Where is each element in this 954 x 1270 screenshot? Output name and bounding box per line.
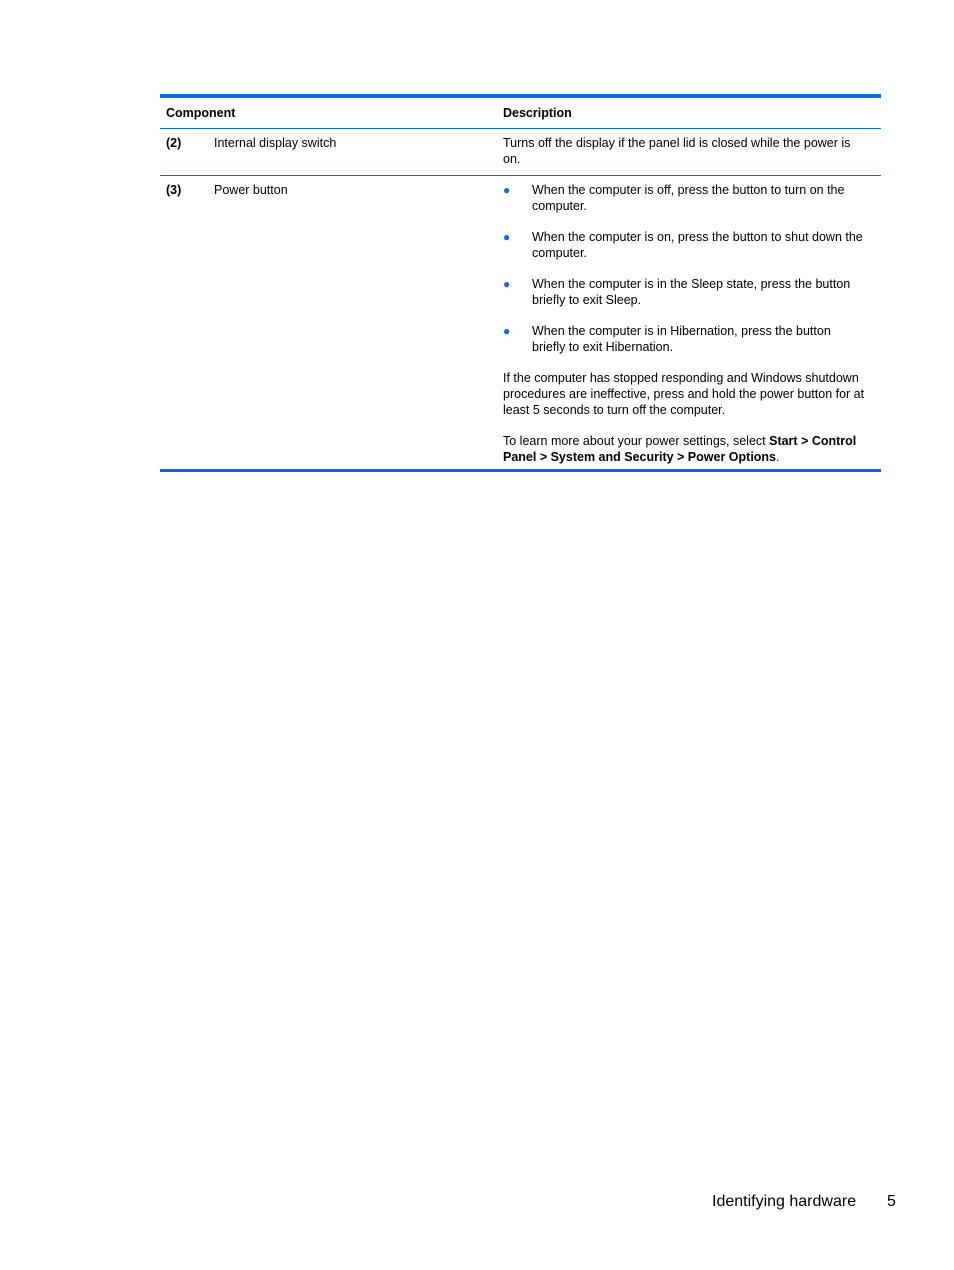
header-description: Description (503, 106, 572, 120)
page-footer (712, 1192, 896, 1212)
component-number: (3) (166, 183, 182, 197)
list-item (503, 276, 875, 308)
table-row (160, 129, 881, 176)
footer-section-title: Identifying hardware (712, 1193, 857, 1210)
settings-path: Start > Control Panel > System and Security > Power Options (503, 434, 857, 464)
blue-dot-icon: ● (503, 230, 511, 244)
page-number: 5 (887, 1193, 896, 1210)
blue-dot-icon: ● (503, 183, 511, 197)
bullet-text: When the computer is on, press the button to shut down the computer. (532, 230, 863, 260)
bullet-text: When the computer is in the Sleep state, press the button briefly to exit Sleep. (532, 277, 851, 307)
list-item (503, 229, 875, 261)
component-name: Power button (214, 183, 288, 197)
component-description (503, 182, 875, 465)
component-table (160, 94, 881, 472)
table-row (160, 176, 881, 469)
list-item (503, 182, 875, 214)
list-item (503, 323, 875, 355)
settings-prefix: To learn more about your power settings, select (503, 434, 770, 448)
header-component: Component (166, 106, 236, 120)
component-number: (2) (166, 136, 182, 150)
settings-suffix: . (776, 450, 780, 464)
table-header-row (160, 98, 881, 129)
bullet-text: When the computer is in Hibernation, press the button briefly to exit Hibernation. (532, 324, 831, 354)
power-settings-paragraph (503, 433, 875, 465)
blue-dot-icon: ● (503, 277, 511, 291)
component-name: Internal display switch (214, 136, 337, 150)
bullet-text: When the computer is off, press the button to turn on the computer. (532, 183, 845, 213)
component-description: Turns off the display if the panel lid is closed while the power is on. (503, 136, 851, 166)
power-note-paragraph: If the computer has stopped responding and Windows shutdown procedures are ineffective, press and hold the power button for at least 5 seconds to turn off the computer. (503, 371, 865, 417)
blue-dot-icon: ● (503, 324, 511, 338)
